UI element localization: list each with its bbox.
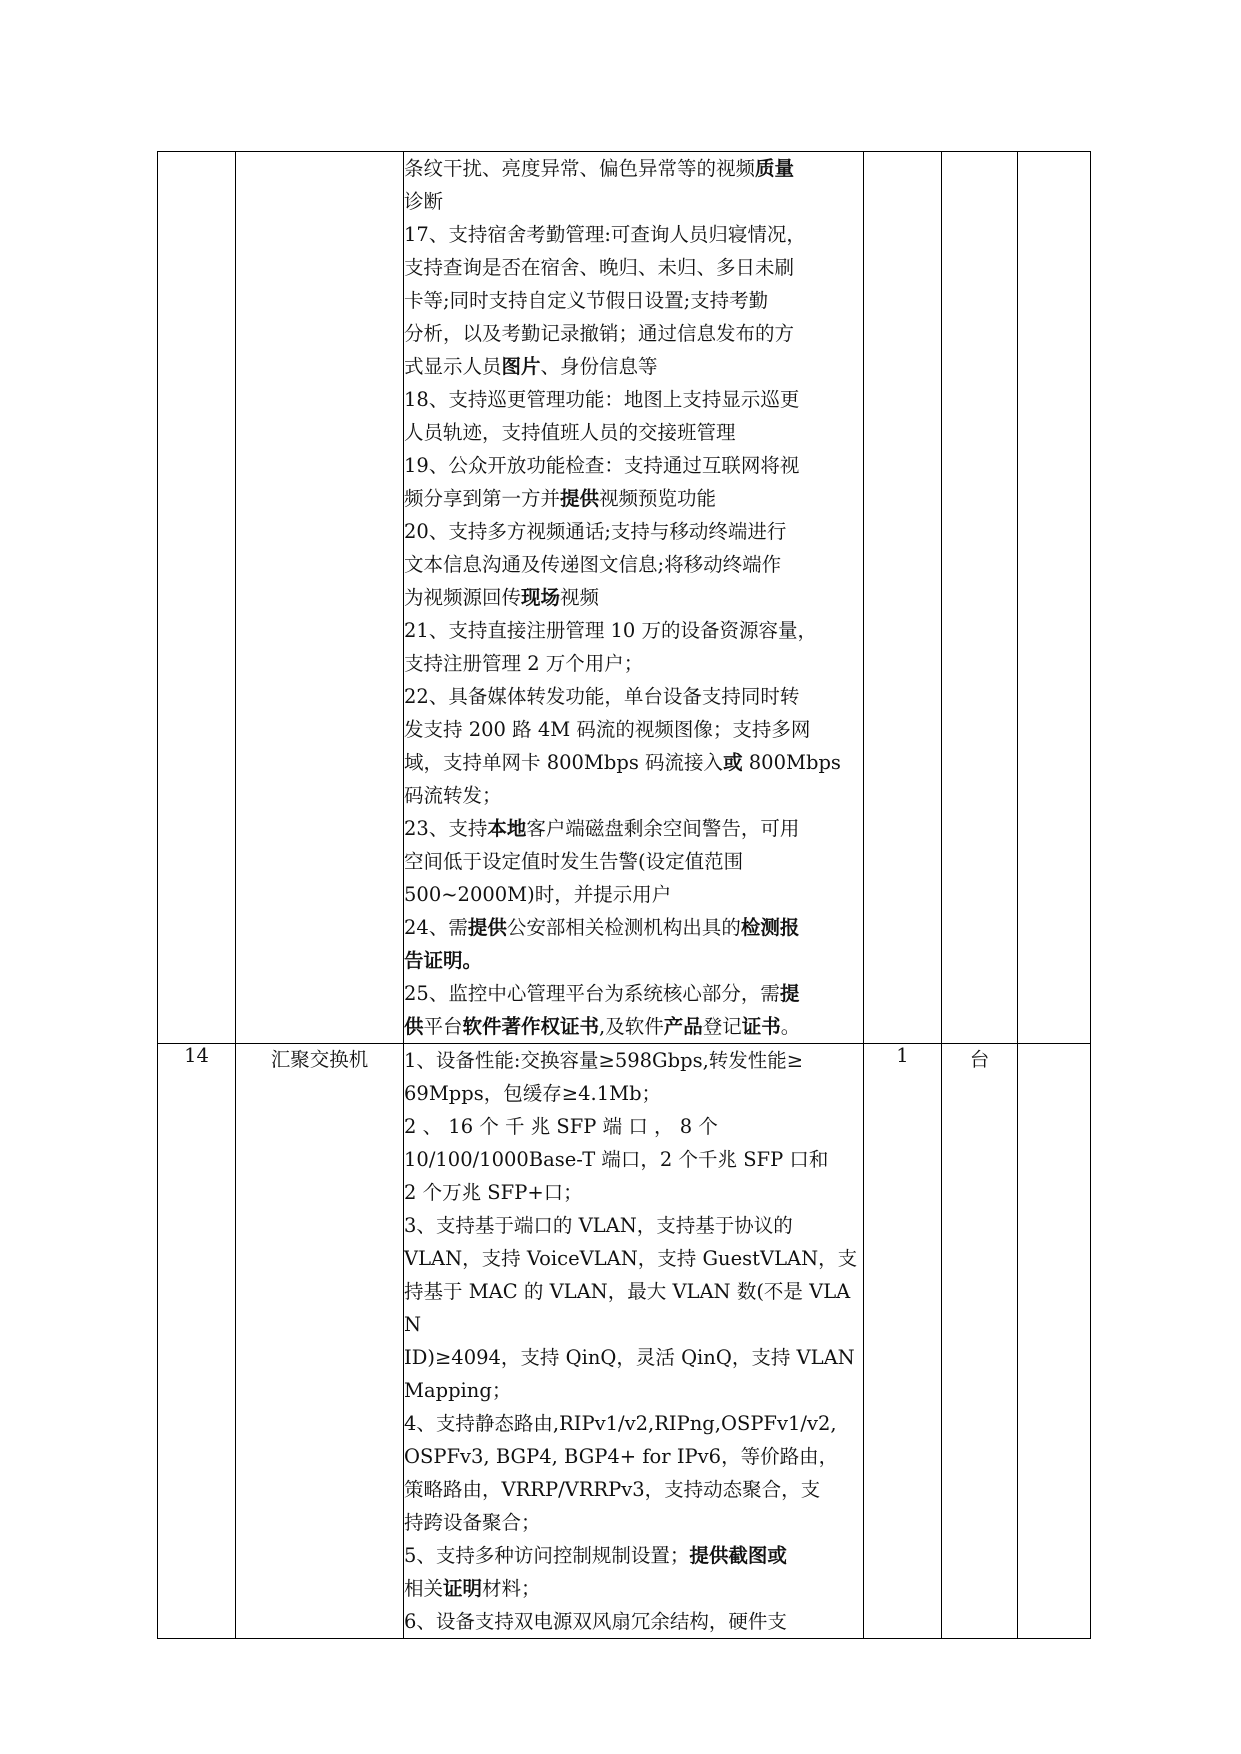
text-segment: 6、设备支持双电源双风扇冗余结构，硬件支 [404, 1610, 787, 1633]
text-segment: 发支持 200 路 4M 码流的视频图像；支持多网 [404, 718, 811, 741]
spec-line [404, 515, 863, 548]
item-number-cell: 14 [158, 1044, 236, 1639]
remark-cell [1018, 1044, 1091, 1639]
text-segment: 4、支持静态路由,RIPv1/v2,RIPng,OSPFv1/v2, [404, 1412, 837, 1435]
text-segment: 2 个万兆 SFP+口； [404, 1181, 583, 1204]
spec-line [404, 878, 863, 911]
spec-line [404, 1539, 863, 1572]
text-segment: 平台 [423, 1015, 463, 1038]
spec-line [404, 977, 863, 1010]
text-segment: Mapping； [404, 1379, 512, 1402]
bold-text: 提 [779, 982, 800, 1005]
spec-line [404, 1506, 863, 1539]
spec-line [404, 1572, 863, 1605]
spec-line [404, 812, 863, 845]
text-segment: 800Mbps [742, 751, 841, 774]
item-number-cell [158, 152, 236, 1044]
remark-cell [1018, 152, 1091, 1044]
text-segment: 相关 [404, 1577, 444, 1600]
spec-line [404, 383, 863, 416]
text-segment: 20、支持多方视频通话;支持与移动终端进行 [404, 520, 787, 543]
bold-text: 或 [723, 751, 743, 774]
text-segment: 为视频源回传 [404, 586, 522, 609]
spec-text [404, 152, 863, 1043]
unit-cell [942, 152, 1018, 1044]
spec-line [404, 152, 863, 185]
text-segment: 支持查询是否在宿舍、晚归、未归、多日未刷 [404, 256, 795, 279]
spec-line [404, 845, 863, 878]
bold-text: 软件著作权证书 [462, 1015, 600, 1038]
quantity-cell [864, 152, 942, 1044]
item-name-cell [236, 152, 404, 1044]
spec-line [404, 680, 863, 713]
spec-line [404, 1407, 863, 1440]
text-segment: 持跨设备聚合； [404, 1511, 541, 1534]
spec-line [404, 1473, 863, 1506]
spec-line [404, 1110, 863, 1143]
text-segment: OSPFv3, BGP4, BGP4+ for IPv6，等价路由， [404, 1445, 839, 1468]
text-segment: 式显示人员 [404, 355, 502, 378]
spec-line [404, 1176, 863, 1209]
spec-line [404, 218, 863, 251]
spec-line [404, 1605, 863, 1638]
bold-text: 产品 [663, 1015, 703, 1038]
spec-line [404, 548, 863, 581]
bold-text: 提供截图或 [689, 1544, 787, 1567]
text-segment: 条纹干扰、亮度异常、偏色异常等的视频 [404, 157, 756, 180]
text-segment: 文本信息沟通及传递图文信息;将移动终端作 [404, 553, 782, 576]
text-segment: 5、支持多种访问控制规制设置； [404, 1544, 690, 1567]
text-segment: 登记 [702, 1015, 742, 1038]
text-segment: 18、支持巡更管理功能：地图上支持显示巡更 [404, 388, 800, 411]
text-segment: 公安部相关检测机构出具的 [506, 916, 741, 939]
text-segment: 22、具备媒体转发功能，单台设备支持同时转 [404, 685, 800, 708]
spec-line [404, 614, 863, 647]
spec-line [404, 1010, 863, 1043]
text-segment: ,及软件 [599, 1015, 664, 1038]
text-segment: 分析，以及考勤记录撤销；通过信息发布的方 [404, 322, 795, 345]
bold-text: 图片 [501, 355, 541, 378]
text-segment: 材料； [482, 1577, 541, 1600]
text-segment: 21、支持直接注册管理 10 万的设备资源容量， [404, 619, 818, 642]
text-segment: 。 [780, 1015, 801, 1038]
text-segment: 策略路由，VRRP/VRRPv3，支持动态聚合，支 [404, 1478, 821, 1501]
spec-line [404, 1143, 863, 1176]
item-name-cell: 汇聚交换机 [236, 1044, 404, 1639]
spec-line [404, 581, 863, 614]
text-segment: 、身份信息等 [540, 355, 658, 378]
text-segment: 3、支持基于端口的 VLAN，支持基于协议的 [404, 1214, 793, 1237]
spec-line [404, 1077, 863, 1110]
spec-description-cell [404, 152, 864, 1044]
bold-text: 提供 [560, 487, 600, 510]
unit-cell: 台 [942, 1044, 1018, 1639]
text-segment: VLAN，支持 VoiceVLAN，支持 GuestVLAN，支 [404, 1247, 858, 1270]
text-segment: 持基于 MAC 的 VLAN，最大 VLAN 数(不是 VLAN [404, 1280, 851, 1336]
spec-line [404, 1242, 863, 1275]
bold-text: 质量 [755, 157, 795, 180]
text-segment: 域，支持单网卡 800Mbps 码流接入 [404, 751, 724, 774]
bold-text: 本地 [487, 817, 527, 840]
spec-line [404, 185, 863, 218]
spec-text [404, 1044, 863, 1638]
spec-line [404, 1275, 863, 1341]
spec-description-cell [404, 1044, 864, 1639]
text-segment: 码流转发； [404, 784, 502, 807]
text-segment: 24、需 [404, 916, 468, 939]
table-row [158, 152, 1091, 1044]
spec-line [404, 746, 863, 779]
bold-text: 提供 [467, 916, 507, 939]
spec-line [404, 482, 863, 515]
text-segment: 视频 [560, 586, 600, 609]
spec-line [404, 1440, 863, 1473]
text-segment: 25、监控中心管理平台为系统核心部分，需 [404, 982, 780, 1005]
spec-table [157, 151, 1091, 1639]
spec-line [404, 779, 863, 812]
spec-line [404, 1341, 863, 1374]
spec-line [404, 1374, 863, 1407]
text-segment: 频分享到第一方并 [404, 487, 561, 510]
quantity-cell: 1 [864, 1044, 942, 1639]
spec-line [404, 449, 863, 482]
bold-text: 证明 [443, 1577, 483, 1600]
text-segment: 支持注册管理 2 万个用户； [404, 652, 644, 675]
text-segment: 23、支持 [404, 817, 488, 840]
spec-line [404, 1044, 863, 1077]
bold-text: 告证明。 [404, 949, 483, 972]
bold-text: 现场 [521, 586, 561, 609]
text-segment: 69Mpps，包缓存≥4.1Mb； [404, 1082, 662, 1105]
spec-line [404, 944, 863, 977]
spec-line [404, 647, 863, 680]
text-segment: 空间低于设定值时发生告警(设定值范围 [404, 850, 744, 873]
bold-text: 检测报 [740, 916, 800, 939]
spec-line [404, 911, 863, 944]
spec-line [404, 350, 863, 383]
text-segment: 人员轨迹，支持值班人员的交接班管理 [404, 421, 736, 444]
spec-line [404, 317, 863, 350]
bold-text: 证书 [741, 1015, 781, 1038]
text-segment: 17、支持宿舍考勤管理:可查询人员归寝情况， [404, 223, 806, 246]
spec-line [404, 713, 863, 746]
spec-line [404, 284, 863, 317]
text-segment: 1、设备性能:交换容量≥598Gbps,转发性能≥ [404, 1049, 804, 1072]
text-segment: 10/100/1000Base-T 端口，2 个千兆 SFP 口和 [404, 1148, 829, 1171]
text-segment: 视频预览功能 [599, 487, 717, 510]
text-segment: 客户端磁盘剩余空间警告，可用 [526, 817, 800, 840]
text-segment: 2 、 16 个 千 兆 SFP 端 口 ， 8 个 [404, 1115, 718, 1138]
spec-line [404, 416, 863, 449]
text-segment: ID)≥4094，支持 QinQ，灵活 QinQ，支持 VLAN [404, 1346, 855, 1369]
bold-text: 供 [404, 1015, 424, 1038]
spec-line [404, 1209, 863, 1242]
spec-line [404, 251, 863, 284]
text-segment: 19、公众开放功能检查：支持通过互联网将视 [404, 454, 800, 477]
text-segment: 卡等;同时支持自定义节假日设置;支持考勤 [404, 289, 769, 312]
text-segment: 500~2000M)时，并提示用户 [404, 883, 672, 906]
text-segment: 诊断 [404, 190, 444, 213]
table-row [158, 1044, 1091, 1639]
